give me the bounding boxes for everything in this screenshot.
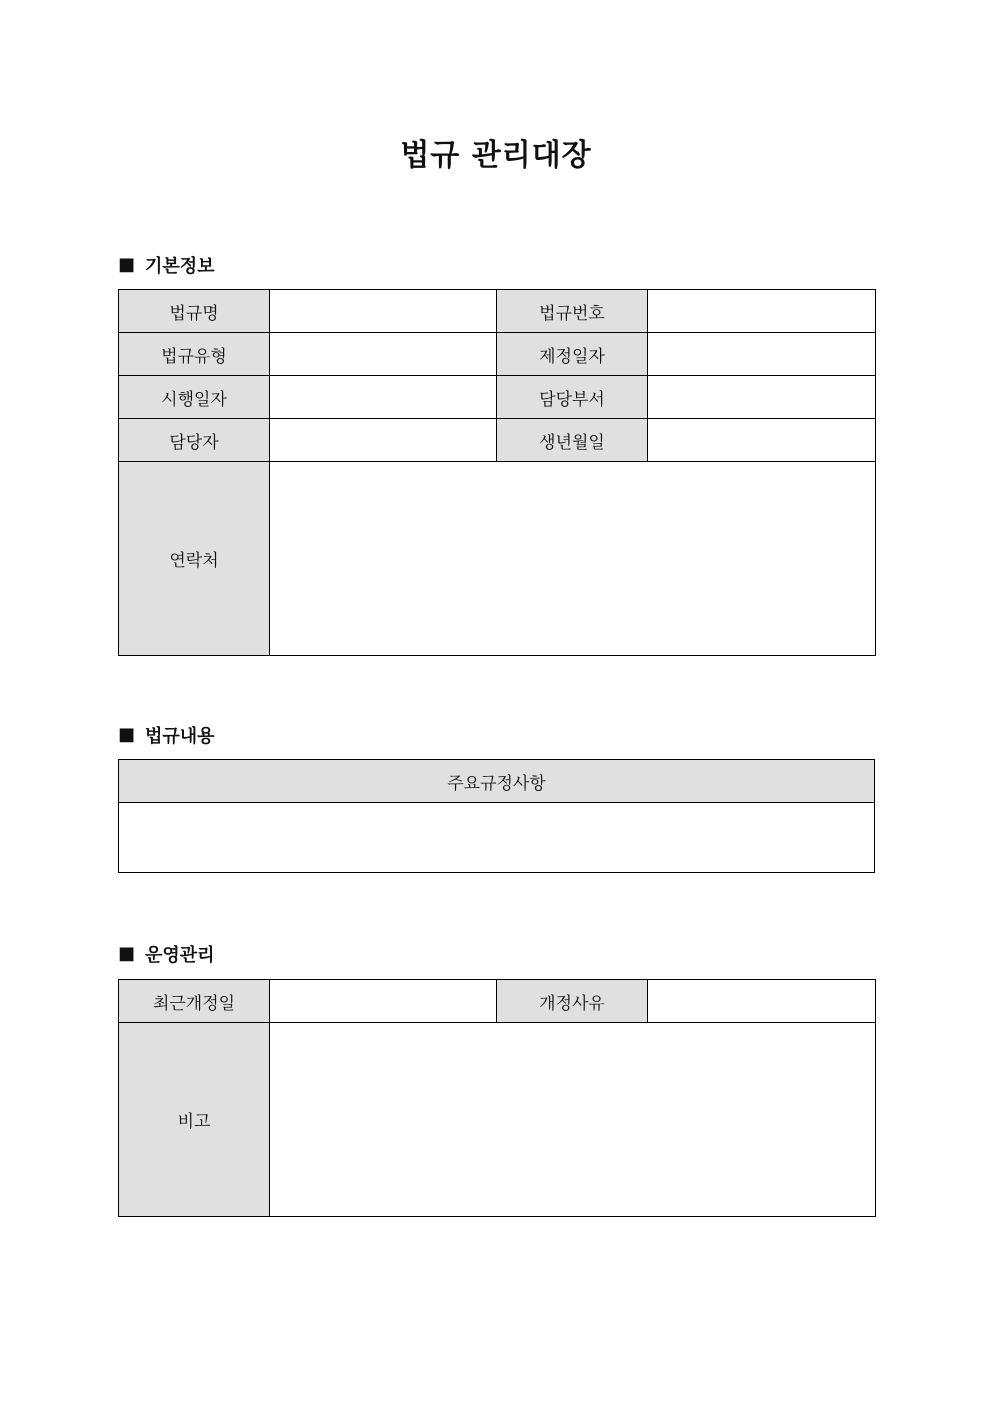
- label-revision-reason: 개정사유: [497, 980, 648, 1023]
- section-heading-label: 운영관리: [145, 945, 215, 966]
- basic-info-table: [118, 289, 876, 656]
- label-department: 담당부서: [497, 376, 648, 419]
- field-contact[interactable]: [270, 462, 876, 656]
- table-row: [119, 980, 876, 1023]
- section-heading-operation: [118, 942, 215, 966]
- label-birth-date: 생년월일: [497, 419, 648, 462]
- field-law-number[interactable]: [648, 290, 876, 333]
- label-law-number: 법규번호: [497, 290, 648, 333]
- field-revision-reason[interactable]: [648, 980, 876, 1023]
- field-law-name[interactable]: [270, 290, 497, 333]
- law-content-table: [118, 759, 875, 873]
- field-remarks[interactable]: [270, 1023, 876, 1217]
- label-person-in-charge: 담당자: [119, 419, 270, 462]
- table-row: [119, 419, 876, 462]
- square-bullet-icon: ■: [118, 943, 136, 964]
- field-department[interactable]: [648, 376, 876, 419]
- label-remarks: 비고: [119, 1023, 270, 1217]
- table-row: [119, 803, 875, 873]
- document-title: 법규 관리대장: [400, 138, 592, 173]
- label-last-revision-date: 최근개정일: [119, 980, 270, 1023]
- table-row: [119, 462, 876, 656]
- label-law-type: 법규유형: [119, 333, 270, 376]
- field-last-revision-date[interactable]: [270, 980, 497, 1023]
- section-heading-law-content: [118, 723, 215, 747]
- table-row: [119, 376, 876, 419]
- label-contact: 연락처: [119, 462, 270, 656]
- section-heading-label: 법규내용: [145, 726, 215, 747]
- field-main-provisions[interactable]: [119, 803, 875, 873]
- operation-table: [118, 979, 876, 1217]
- field-enactment-date[interactable]: [648, 333, 876, 376]
- square-bullet-icon: ■: [118, 724, 136, 745]
- table-row: [119, 760, 875, 803]
- table-row: [119, 1023, 876, 1217]
- section-heading-label: 기본정보: [145, 256, 215, 277]
- field-effective-date[interactable]: [270, 376, 497, 419]
- table-row: [119, 290, 876, 333]
- field-birth-date[interactable]: [648, 419, 876, 462]
- field-person-in-charge[interactable]: [270, 419, 497, 462]
- section-heading-basic-info: [118, 253, 215, 277]
- label-main-provisions: 주요규정사항: [119, 760, 875, 803]
- label-enactment-date: 제정일자: [497, 333, 648, 376]
- table-row: [119, 333, 876, 376]
- square-bullet-icon: ■: [118, 254, 136, 275]
- field-law-type[interactable]: [270, 333, 497, 376]
- label-effective-date: 시행일자: [119, 376, 270, 419]
- label-law-name: 법규명: [119, 290, 270, 333]
